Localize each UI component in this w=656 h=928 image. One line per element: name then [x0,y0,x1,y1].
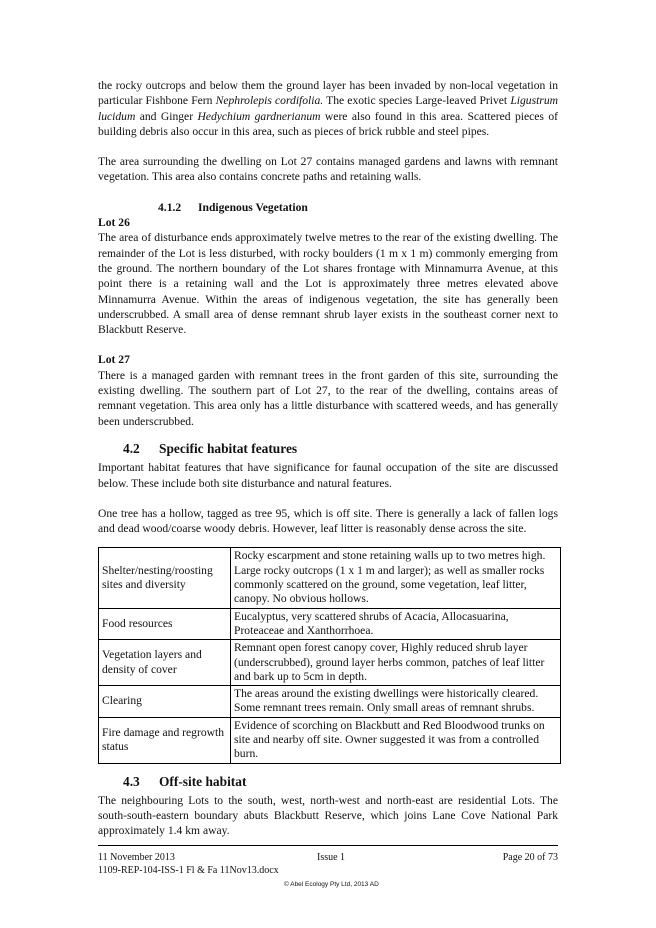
habitat-table [98,547,561,763]
table-row [99,548,561,608]
feature-cell: Shelter/nesting/roosting sites and diversity [99,548,231,608]
page-footer [98,845,558,888]
species-name: Nephrolepis cordifolia. [215,94,324,108]
intro-paragraph [98,78,558,139]
section-number: 4.3 [123,773,140,789]
description-cell: The areas around the existing dwellings were historically cleared. Some remnant trees remain. Only small areas of remnant shrubs. [231,686,561,718]
section-4-2-heading [98,441,558,456]
offsite-habitat-paragraph: The neighbouring Lots to the south, west, north-west and north-east are residential Lots. The south-south-eastern boundary abuts Blackbutt Reserve, which joins Lane Cove National Park approximately 1.4 km away. [98,793,558,838]
feature-cell: Food resources [99,608,231,640]
section-number: 4.2 [123,440,140,456]
footer-document-name: 1109-REP-104-ISS-1 Fl & Fa 11Nov13.docx [98,865,279,876]
species-name: Ligustrum lucidum [98,94,558,123]
section-4-3-heading [98,774,558,789]
lot27-gardens-paragraph: The area surrounding the dwelling on Lot 27 contains managed gardens and lawns with remnant vegetation. This area also contains concrete paths and retaining walls. [98,155,558,184]
lot27-heading: Lot 27 [98,353,130,367]
text-run: The exotic species Large-leaved Privet [323,94,511,108]
feature-cell: Clearing [99,686,231,718]
section-4-1-2-heading [98,200,558,215]
section-number: 4.1.2 [158,200,182,214]
table-row [99,640,561,686]
description-cell: Evidence of scorching on Blackbutt and Red Bloodwood trunks on site and nearby off site. Owner suggested it was from a controlled burn. [231,717,561,763]
description-cell: Remnant open forest canopy cover, Highly reduced shrub layer (underscrubbed), ground layer herbs common, patches of leaf litter and bark up to 5cm in depth. [231,640,561,686]
footer-issue: Issue 1 [317,852,346,863]
hollow-tree-paragraph: One tree has a hollow, tagged as tree 95, which is off site. There is generally a lack of fallen logs and dead wood/coarse woody debris. However, leaf litter is reasonably dense across the site. [98,506,558,536]
description-cell: Rocky escarpment and stone retaining walls up to two metres high. Large rocky outcrops (1 x 1 m and larger); as well as smaller rocks commonly scattered on the ground, some vegetation, leaf litter, canopy. No obvious hollows. [231,548,561,608]
document-page [98,78,558,839]
description-cell: Eucalyptus, very scattered shrubs of Acacia, Allocasuarina, Proteaceae and Xanthorrhoea. [231,608,561,640]
text-run: the rocky outcrops and below them the ground layer has been invaded by non-local vegetation in particular Fishbone Fern [98,79,558,108]
section-title: Specific habitat features [159,440,298,456]
habitat-features-paragraph: Important habitat features that have significance for faunal occupation of the site are discussed below. These include both site disturbance and natural features. [98,461,558,490]
section-title: Off-site habitat [159,773,247,789]
feature-cell: Vegetation layers and density of cover [99,640,231,686]
footer-page-number: Page 20 of 73 [502,852,558,863]
text-run: were also found in this area. Scattered pieces of building debris also occur in this area, such as pieces of brick rubble and steel pipes. [98,109,558,138]
table-row [99,608,561,640]
table-row [99,717,561,763]
lot26-heading: Lot 26 [98,216,130,230]
feature-cell: Fire damage and regrowth status [99,717,231,763]
section-title: Indigenous Vegetation [198,200,308,214]
lot27-paragraph: There is a managed garden with remnant trees in the front garden of this site, surrounding the existing dwelling. The southern part of Lot 27, to the rear of the dwelling, contains areas of remnant vegetation. This area only has a little disturbance with scattered weeds, and has generally been underscrubbed. [98,368,558,428]
footer-date: 11 November 2013 [98,852,175,863]
lot26-paragraph: The area of disturbance ends approximately twelve metres to the rear of the existing dwelling. The remainder of the Lot is less disturbed, with rocky boulders (1 m x 1 m) commonly emerging from the ground. The northern boundary of the Lot shares frontage with Minnamurra Avenue, at this point there is a retaining wall and the Lot is approximately three metres elevated above Minnamurra Avenue. Within the areas of indigenous vegetation, the site has generally been underscrubbed. A small area of dense remnant shrub layer exists in the southeast corner next to Blackbutt Reserve. [98,231,558,337]
footer-copyright: © Abel Ecology Pty Ltd, 2013 AD [284,881,379,888]
table-row [99,686,561,718]
text-run: and Ginger [135,109,198,123]
species-name: Hedychium gardnerianum [197,109,321,123]
